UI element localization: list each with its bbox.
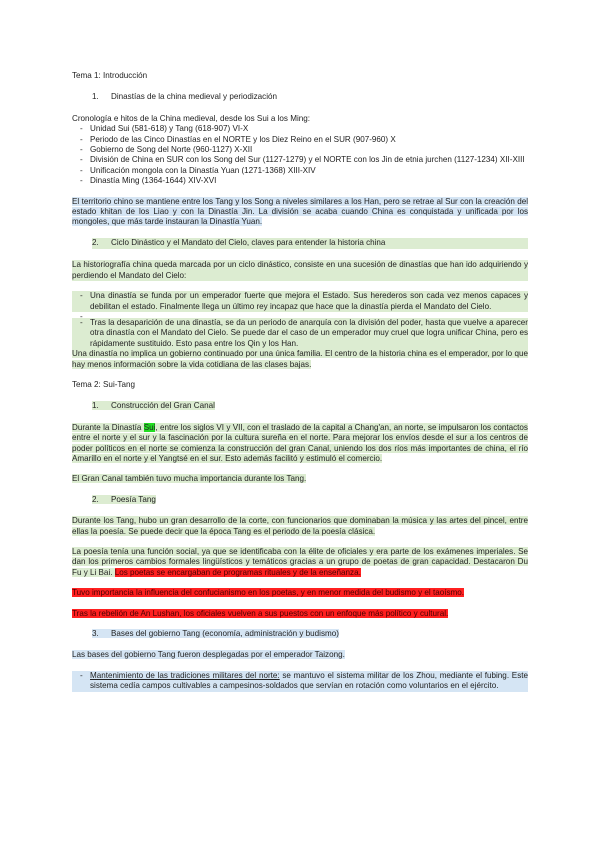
dynasty-closing-paragraph: Una dinastía no implica un gobierno continuado por una única familia. El centro de la historia china es el emperador, por lo que hay menos información sobre la vida cotidiana de las clases bajas. bbox=[72, 349, 528, 369]
list-item: - Gobierno de Song del Norte (960-1127) X-XII bbox=[72, 145, 528, 155]
poetry-function-paragraph: La poesía tenía una función social, ya que se identificaba con la élite de oficiales y era parte de los exámenes imperiales. Se dan los primeros cambios formales lingüísticos y temáticos gracias a un grupo de poetas de gran capacidad. Destacaron Du Fu y Li Bai. Los poetas se encargaban de programas rituales y de la enseñanza. bbox=[72, 547, 528, 577]
dynastic-cycle-list bbox=[72, 291, 528, 349]
section-heading-text: Poesía Tang bbox=[111, 494, 156, 504]
tema2-section1-heading bbox=[92, 401, 528, 411]
tema2-title: Tema 2: Sui-Tang bbox=[72, 379, 135, 389]
list-item: - División de China en SUR con los Song del Sur (1127-1279) y el NORTE con los Jin de etnia jurchen (1127-1234) XII-XIII bbox=[72, 155, 528, 165]
tema1-title: Tema 1: Introducción bbox=[72, 71, 148, 80]
list-item: - Una dinastía se funda por un emperador fuerte que mejora el Estado. Sus herederos son cada vez menos capaces y debilitan el estado. Finalmente llega un último rey incapaz que hace que la dinastía pierda el Mandato del Cielo. bbox=[72, 291, 528, 312]
chronology-block bbox=[72, 114, 528, 187]
dynastic-cycle-paragraph: La historiografía china queda marcada por un ciclo dinástico, consiste en una sucesión de dinastías que han ido adquiriendo y perdiendo el Mandato del Cielo: bbox=[72, 260, 528, 280]
red-highlight: Los poetas se encargaban de programas rituales y de la enseñanza. bbox=[114, 567, 361, 577]
tang-bases-list bbox=[72, 671, 528, 692]
section-number: 1. bbox=[92, 92, 99, 102]
tema1-section2-heading bbox=[92, 238, 528, 249]
confucianism-paragraph: Tuvo importancia la influencia del confucianismo en los poetas, y en menor medida del budismo y el taoísmo. bbox=[72, 588, 465, 598]
section-number: 2. bbox=[92, 494, 99, 504]
section-heading-text: Construcción del Gran Canal bbox=[111, 401, 215, 411]
chronology-list bbox=[72, 124, 528, 186]
section-number: 2. bbox=[92, 238, 99, 248]
underlined-term: Mantenimiento de las tradiciones militares del norte: bbox=[90, 670, 280, 680]
tema2-section3-heading bbox=[92, 629, 528, 639]
section-heading-text: Ciclo Dinástico y el Mandato del Cielo, claves para entender la historia china bbox=[111, 238, 386, 248]
list-item: - Mantenimiento de las tradiciones militares del norte: se mantuvo el sistema militar de los Zhou, mediante el fubing. Este sistema cedía campos cultivables a campesinos-soldados que servían en rotación como voluntarios en el ejército. bbox=[72, 671, 528, 692]
an-lushan-paragraph: Tras la rebelión de An Lushan, los oficiales vuelven a sus puestos con un enfoque más político y cultural. bbox=[72, 608, 449, 618]
taizong-paragraph: Las bases del gobierno Tang fueron desplegadas por el emperador Taizong. bbox=[72, 650, 345, 660]
tang-court-paragraph: Durante los Tang, hubo un gran desarrollo de la corte, con funcionarios que dominaban la música y las artes del pincel, entre ellas la poesía. Se puede decir que la época Tang es el periodo de la poesía clásica. bbox=[72, 516, 528, 536]
chronology-intro: Cronología e hitos de la China medieval, desde los Sui a los Ming: bbox=[72, 113, 311, 123]
list-item: - Unificación mongola con la Dinastía Yuan (1271-1368) XIII-XIV bbox=[72, 166, 528, 176]
list-item: - Dinastía Ming (1364-1644) XIV-XVI bbox=[72, 176, 528, 186]
list-item: - Periodo de las Cinco Dinastías en el NORTE y los Diez Reino en el SUR (907-960) X bbox=[72, 135, 528, 145]
tema1-section1-heading bbox=[92, 92, 528, 102]
section-heading-text: Dinastías de la china medieval y periodización bbox=[111, 92, 278, 102]
tema2-section2-heading bbox=[92, 495, 528, 505]
grand-canal-tang-paragraph: El Gran Canal también tuvo mucha importancia durante los Tang. bbox=[72, 474, 307, 484]
territory-paragraph: El territorio chino se mantiene entre los Tang y los Song a niveles similares a los Han, pero se retrae al Sur con la creación del estado khitan de los Liao y con la Dinastía Jin. La división se acaba cuando China es conquistada y unificada por los mongoles, que más tarde instauran la Dinastía Yuan. bbox=[72, 196, 528, 227]
list-item: - Tras la desaparición de una dinastía, se da un periodo de anarquía con la división del poder, hasta que vuelve a aparecer otra dinastía con el Mandato del Cielo. Se puede dar el caso de un emperador muy cruel que logra unificar China, pero es rápidamente sustituido. Esto pasa entre los Qin y los Han. bbox=[72, 318, 528, 349]
grand-canal-paragraph: Durante la Dinastía Sui, entre los siglos VI y VII, con el traslado de la capital a Chang'an, an norte, se impulsaron los contactos entre el norte y el sur y la fascinación por la cultura sureña en el norte. Para mejorar los envíos desde el sur a los centros de poder políticos en el norte se comienza la construcción del gran Canal, uniendo los dos ríos más importantes de china, el río Amarillo en el norte y el Yangtsé en el sur. Esto además facilitó y estimuló el comercio. bbox=[72, 422, 528, 463]
highlighted-term: Sui bbox=[143, 422, 156, 432]
list-item: - Unidad Sui (581-618) y Tang (618-907) VI-X bbox=[72, 124, 528, 134]
document-page bbox=[72, 71, 528, 692]
section-heading-text: Bases del gobierno Tang (economía, administración y budismo) bbox=[111, 629, 339, 639]
section-number: 3. bbox=[92, 629, 99, 639]
section-number: 1. bbox=[92, 401, 99, 411]
